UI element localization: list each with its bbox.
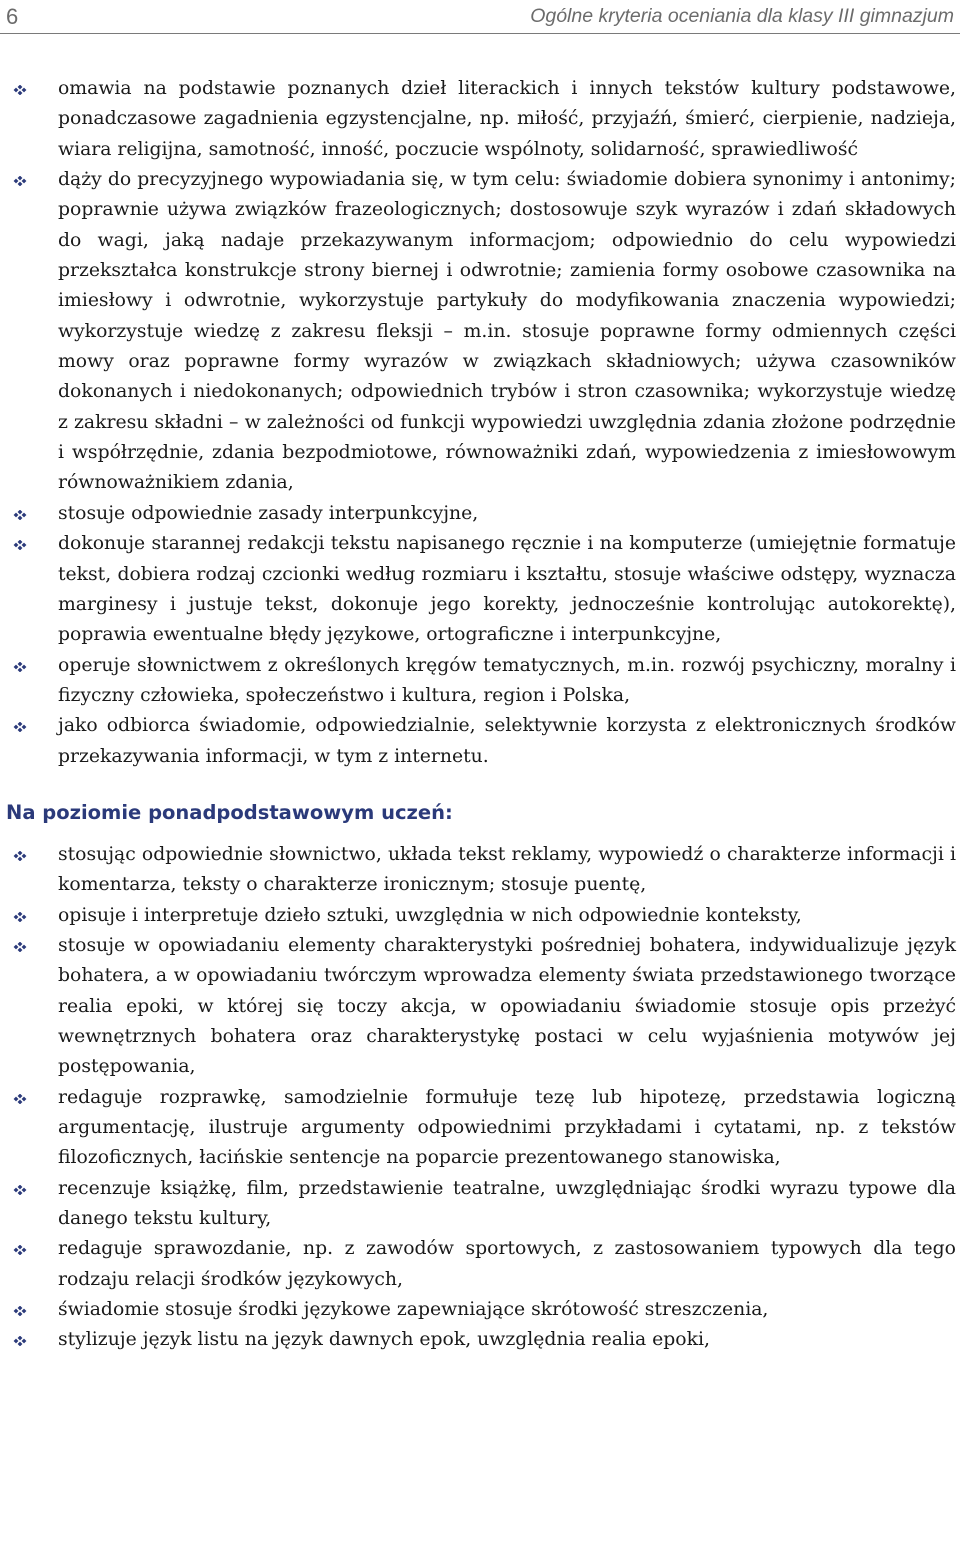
- list-item: redaguje rozprawkę, samodzielnie formułuje tezę lub hipotezę, przedstawia logiczną argumentację, ilustruje argumenty odpowiednimi przykładami i cytatami, np. z tekstów filozoficznych, łacińskie sentencje na poparcie prezentowanego stanowiska,: [0, 1083, 960, 1174]
- diamond-cluster-icon: [12, 851, 28, 861]
- list-item: świadomie stosuje środki językowe zapewniające skrótowość streszczenia,: [0, 1295, 960, 1325]
- list-item: stosując odpowiednie słownictwo, układa tekst reklamy, wypowiedź o charakterze informacji i komentarza, teksty o charakterze ironicznym; stosuje puentę,: [0, 840, 960, 901]
- list-item: recenzuje książkę, film, przedstawienie teatralne, uwzględniając środki wyrazu typowe dla danego tekstu kultury,: [0, 1174, 960, 1235]
- section-heading: Na poziomie ponadpodstawowym uczeń:: [6, 800, 453, 824]
- diamond-cluster-icon: [12, 1185, 28, 1195]
- list-item: stosuje odpowiednie zasady interpunkcyjne,: [0, 499, 960, 529]
- list-item: dąży do precyzyjnego wypowiadania się, w tym celu: świadomie dobiera synonimy i antonimy; poprawnie używa związków frazeologicznych; dostosowuje szyk wyrazów i zdań składowych do wagi, jaką nadaje przekazywanym informacjom; odpowiednio do celu wypowiedzi przekształca konstrukcje strony biernej i odwrotnie; zamienia formy osobowe czasownika na imiesłowy i odwrotnie, wykorzystuje partykuły do modyfikowania znaczenia wypowiedzi; wykorzystuje wiedzę z zakresu fleksji – m.in. stosuje poprawne formy odmiennych części mowy oraz poprawne formy wyrazów w związkach składniowych; używa czasowników dokonanych i niedokonanych; odpowiednich trybów i stron czasownika; wykorzystuje wiedzę z zakresu składni – w zależności od funkcji wypowiedzi uwzględnia zdania złożone podrzędnie i współrzędnie, zdania bezpodmiotowe, równoważniki zdań, wypowiedzenia z imiesłowowym równoważnikiem zdania,: [0, 165, 960, 499]
- diamond-cluster-icon: [12, 912, 28, 922]
- diamond-cluster-icon: [12, 510, 28, 520]
- list-item: operuje słownictwem z określonych kręgów tematycznych, m.in. rozwój psychiczny, moralny i fizyczny człowieka, społeczeństwo i kultura, region i Polska,: [0, 651, 960, 712]
- diamond-cluster-icon: [12, 1306, 28, 1316]
- diamond-cluster-icon: [12, 540, 28, 550]
- page-number: 6: [6, 4, 19, 29]
- running-title: Ogólne kryteria oceniania dla klasy III gimnazjum: [530, 5, 954, 27]
- list-item: stylizuje język listu na język dawnych epok, uwzględnia realia epoki,: [0, 1325, 960, 1355]
- diamond-cluster-icon: [12, 662, 28, 672]
- diamond-cluster-icon: [12, 176, 28, 186]
- diamond-cluster-icon: [12, 722, 28, 732]
- page-body: [0, 74, 960, 1356]
- diamond-cluster-icon: [12, 1094, 28, 1104]
- diamond-cluster-icon: [12, 1336, 28, 1346]
- list-item: jako odbiorca świadomie, odpowiedzialnie, selektywnie korzysta z elektronicznych środków przekazywania informacji, w tym z internetu.: [0, 711, 960, 772]
- basic-criteria-list: [0, 74, 960, 772]
- page-header: [0, 0, 960, 34]
- list-item: stosuje w opowiadaniu elementy charakterystyki pośredniej bohatera, indywidualizuje język bohatera, a w opowiadaniu twórczym wprowadza elementy świata przedstawionego tworzące realia epoki, w której się toczy akcja, w opowiadaniu świadomie stosuje opis przeżyć wewnętrznych bohatera oraz charakterystykę postaci w celu wyjaśnienia motywów jej postępowania,: [0, 931, 960, 1083]
- diamond-cluster-icon: [12, 1245, 28, 1255]
- diamond-cluster-icon: [12, 942, 28, 952]
- diamond-cluster-icon: [12, 85, 28, 95]
- list-item: redaguje sprawozdanie, np. z zawodów sportowych, z zastosowaniem typowych dla tego rodzaju relacji środków językowych,: [0, 1234, 960, 1295]
- list-item: omawia na podstawie poznanych dzieł literackich i innych tekstów kultury podstawowe, ponadczasowe zagadnienia egzystencjalne, np. miłość, przyjaźń, śmierć, cierpienie, nadzieja, wiara religijna, samotność, inność, poczucie wspólnoty, solidarność, sprawiedliwość: [0, 74, 960, 165]
- advanced-criteria-list: [0, 840, 960, 1356]
- list-item: dokonuje starannej redakcji tekstu napisanego ręcznie i na komputerze (umiejętnie formatuje tekst, dobiera rodzaj czcionki według rozmiaru i kształtu, stosuje właściwe odstępy, wyznacza marginesy i justuje tekst, dokonuje jego korekty, jednocześnie kontrolując autokorektę), poprawia ewentualne błędy językowe, ortograficzne i interpunkcyjne,: [0, 529, 960, 650]
- header-divider: [0, 33, 960, 34]
- list-item: opisuje i interpretuje dzieło sztuki, uwzględnia w nich odpowiednie konteksty,: [0, 901, 960, 931]
